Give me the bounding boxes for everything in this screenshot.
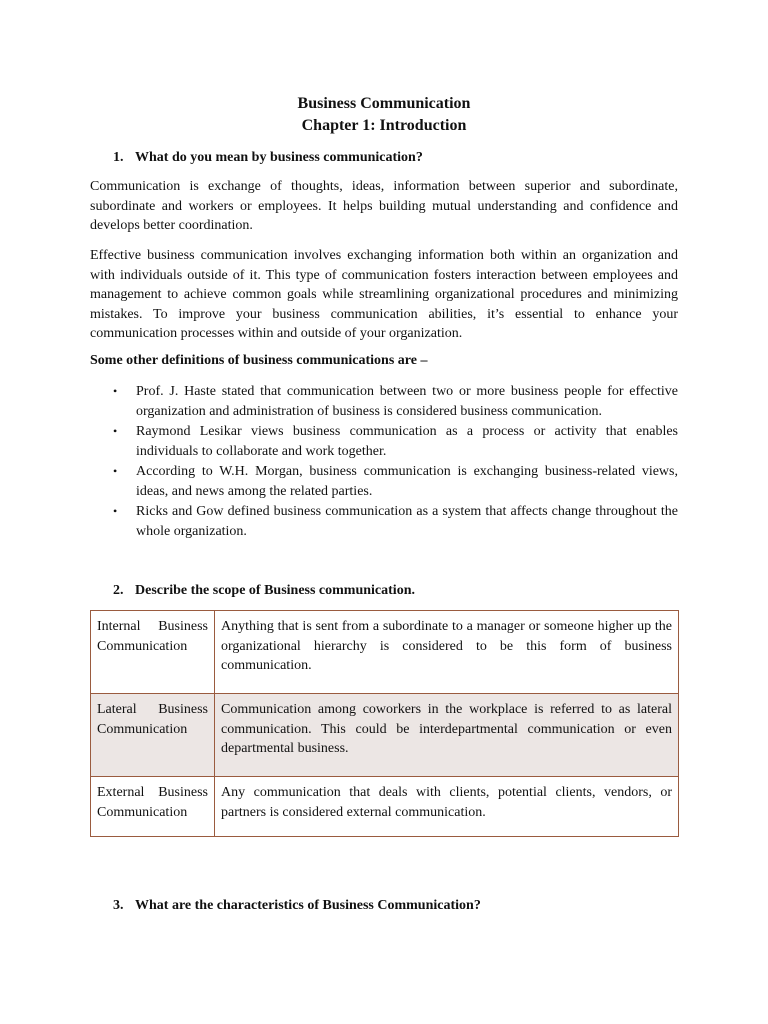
- bullet-icon: •: [113, 384, 118, 398]
- question-1-number: 1.: [113, 150, 124, 165]
- question-2-number: 2.: [113, 583, 124, 598]
- question-1-heading: [113, 150, 423, 166]
- definition-text: According to W.H. Morgan, business communication is exchanging business-related views, ideas, and news among the related parties.: [136, 464, 678, 499]
- table-row: [91, 777, 679, 837]
- scope-label-cell: Internal Business Communication: [91, 611, 215, 694]
- document-header: [0, 93, 768, 137]
- definitions-list: [113, 382, 678, 542]
- bullet-icon: •: [113, 464, 118, 478]
- scope-description-cell: Communication among coworkers in the workplace is referred to as lateral communication. This could be interdepartmental communication or even departmental business.: [215, 694, 679, 777]
- question-1-text: What do you mean by business communication?: [135, 150, 423, 165]
- document-title: Business Communication: [297, 95, 471, 112]
- scope-label-cell: Lateral Business Communication: [91, 694, 215, 777]
- list-item: [113, 502, 678, 541]
- bullet-icon: •: [113, 424, 118, 438]
- definition-paragraph-1: Communication is exchange of thoughts, ideas, information between superior and subordinate, subordinate and workers or employees. It helps building mutual understanding and confidence and develops better coordination.: [90, 179, 678, 233]
- question-2-text: Describe the scope of Business communication.: [135, 583, 415, 598]
- definition-paragraph-2: Effective business communication involves exchanging information both within an organization and with individuals outside of it. This type of communication fosters interaction between employees and management to achieve common goals while streamlining organizational procedures and minimizing mistakes. To improve your business communication abilities, it’s essential to enhance your communication processes within and outside of your organization.: [90, 248, 678, 341]
- question-3-heading: [113, 898, 481, 914]
- table-row: [91, 611, 679, 694]
- question-2-heading: [113, 583, 415, 599]
- table-row: [91, 694, 679, 777]
- scope-description-cell: Anything that is sent from a subordinate to a manager or someone higher up the organizational hierarchy is considered to be this form of business communication.: [215, 611, 679, 694]
- scope-table: [90, 610, 679, 837]
- list-item: [113, 462, 678, 501]
- definition-text: Raymond Lesikar views business communication as a process or activity that enables individuals to collaborate and work together.: [136, 424, 678, 459]
- scope-description-cell: Any communication that deals with clients, potential clients, vendors, or partners is considered external communication.: [215, 777, 679, 837]
- bullet-icon: •: [113, 504, 118, 518]
- definition-text: Ricks and Gow defined business communication as a system that affects change throughout the whole organization.: [136, 504, 678, 539]
- definitions-heading: Some other definitions of business communications are –: [90, 353, 428, 368]
- chapter-title: Chapter 1: Introduction: [301, 117, 467, 134]
- scope-label-cell: External Business Communication: [91, 777, 215, 837]
- list-item: [113, 422, 678, 461]
- list-item: [113, 382, 678, 421]
- question-3-number: 3.: [113, 898, 124, 913]
- definition-text: Prof. J. Haste stated that communication between two or more business people for effective organization and administration of business is considered business communication.: [136, 384, 678, 419]
- question-3-text: What are the characteristics of Business Communication?: [135, 898, 481, 913]
